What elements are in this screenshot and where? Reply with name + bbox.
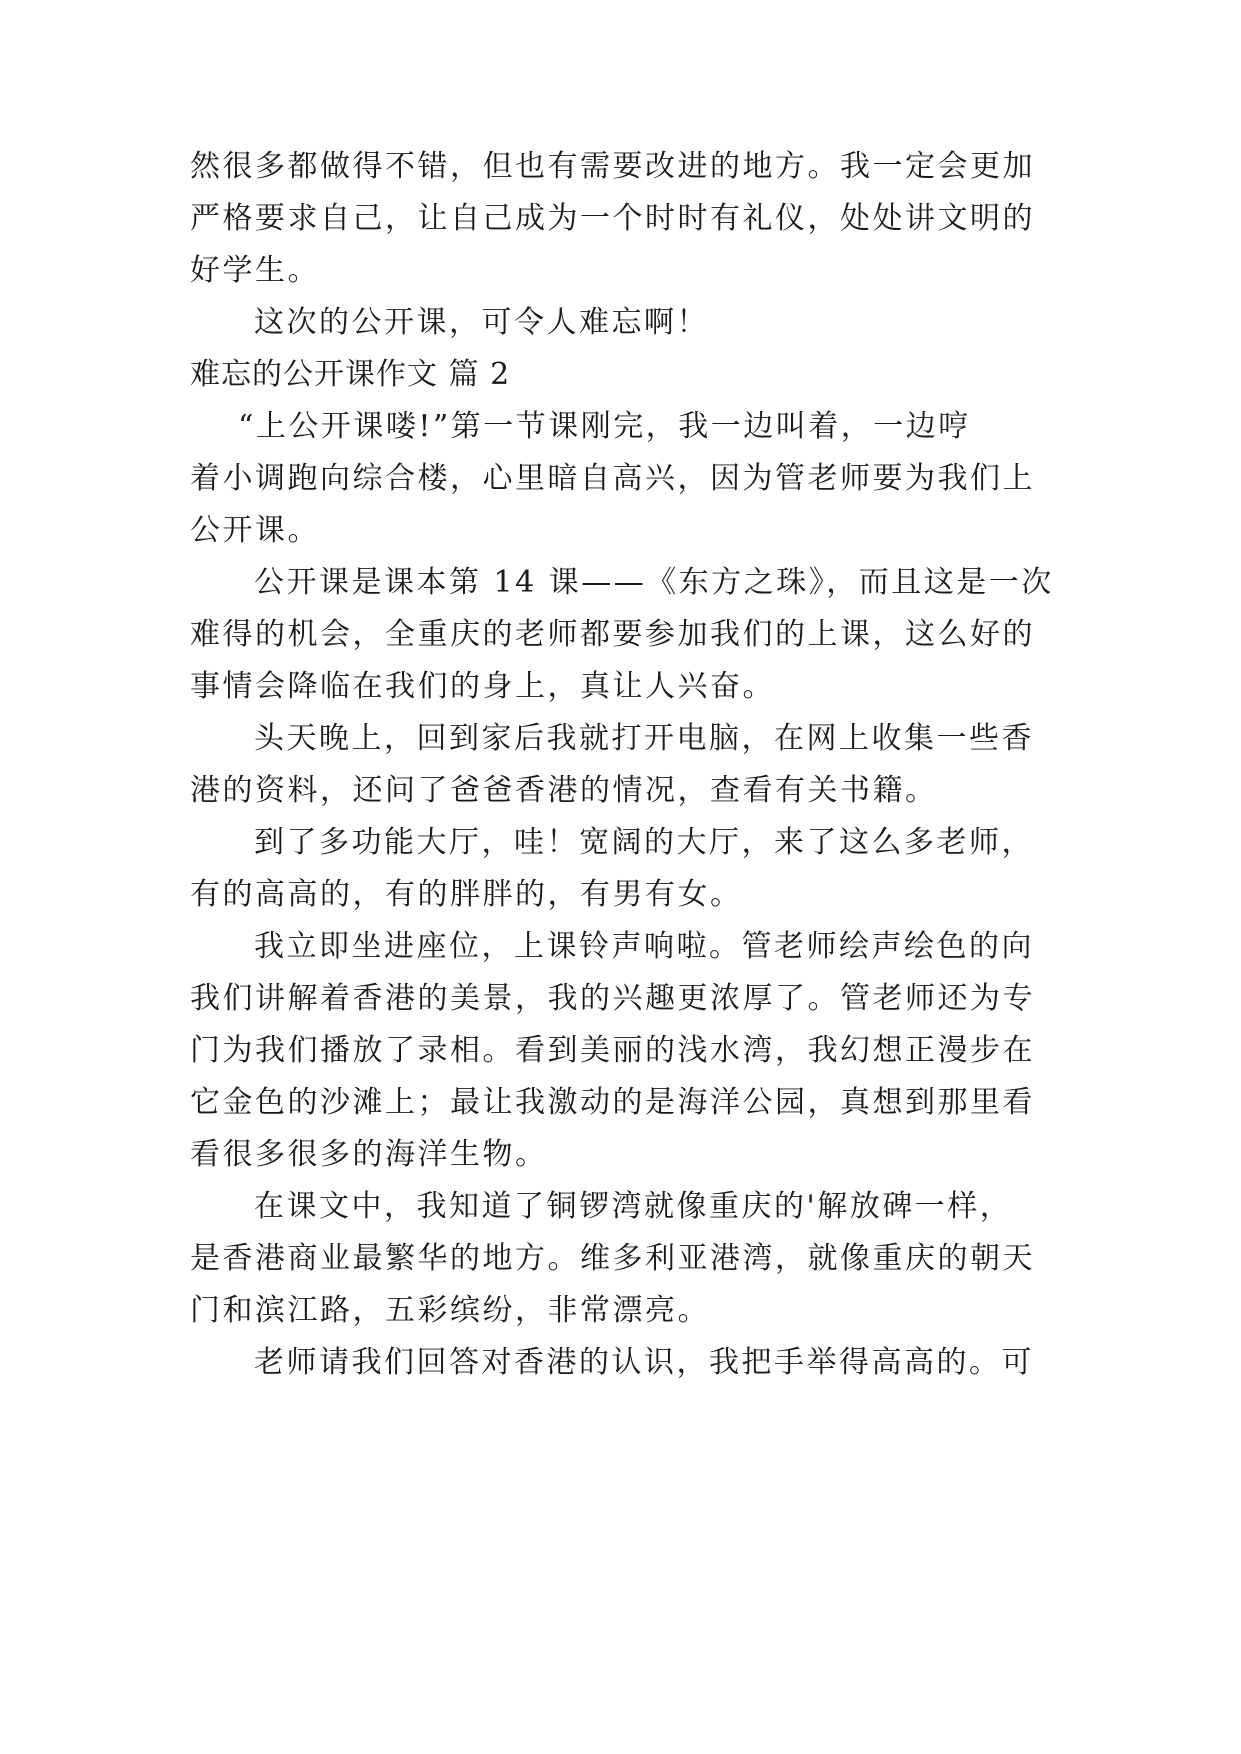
section-heading: 难忘的公开课作文 篇 2 xyxy=(190,357,511,392)
text-line: 头天晚上，回到家后我就打开电脑，在网上收集一些香 xyxy=(254,721,1034,756)
text-line: 然很多都做得不错，但也有需要改进的地方。我一定会更加 xyxy=(190,149,1035,184)
text-line: 公开课是课本第 14 课——《东方之珠》，而且这是一次 xyxy=(254,565,1054,600)
text-line: 着小调跑向综合楼，心里暗自高兴，因为管老师要为我们上 xyxy=(190,461,1035,496)
text-line: 难得的机会，全重庆的老师都要参加我们的上课，这么好的 xyxy=(190,617,1035,652)
text-line: 我立即坐进座位，上课铃声响啦。管老师绘声绘色的向 xyxy=(254,929,1034,964)
text-line: 老师请我们回答对香港的认识，我把手举得高高的。可 xyxy=(254,1345,1034,1380)
text-line: 是香港商业最繁华的地方。维多利亚港湾，就像重庆的朝天 xyxy=(190,1241,1035,1276)
text-line: 公开课。 xyxy=(190,513,320,548)
text-line: 门为我们播放了录相。看到美丽的浅水湾，我幻想正漫步在 xyxy=(190,1033,1035,1068)
text-line: 事情会降临在我们的身上，真让人兴奋。 xyxy=(190,669,775,704)
text-line: 我们讲解着香港的美景，我的兴趣更浓厚了。管老师还为专 xyxy=(190,981,1035,1016)
text-line: 严格要求自己，让自己成为一个时时有礼仪，处处讲文明的 xyxy=(190,201,1035,236)
text-line: 到了多功能大厅，哇！宽阔的大厅，来了这么多老师， xyxy=(254,825,1034,860)
text-line: 好学生。 xyxy=(190,253,320,288)
text-line: 这次的公开课，可令人难忘啊！ xyxy=(254,305,709,340)
text-line: 港的资料，还问了爸爸香港的情况，查看有关书籍。 xyxy=(190,773,938,808)
text-line: 看很多很多的海洋生物。 xyxy=(190,1137,548,1172)
text-line: 它金色的沙滩上；最让我激动的是海洋公园，真想到那里看 xyxy=(190,1085,1035,1120)
text-line: 在课文中，我知道了铜锣湾就像重庆的'解放碑一样， xyxy=(254,1189,1013,1224)
text-line: 门和滨江路，五彩缤纷，非常漂亮。 xyxy=(190,1293,710,1328)
text-line: “上公开课喽!”第一节课刚完，我一边叫着，一边哼 xyxy=(238,409,971,444)
text-line: 有的高高的，有的胖胖的，有男有女。 xyxy=(190,877,743,912)
